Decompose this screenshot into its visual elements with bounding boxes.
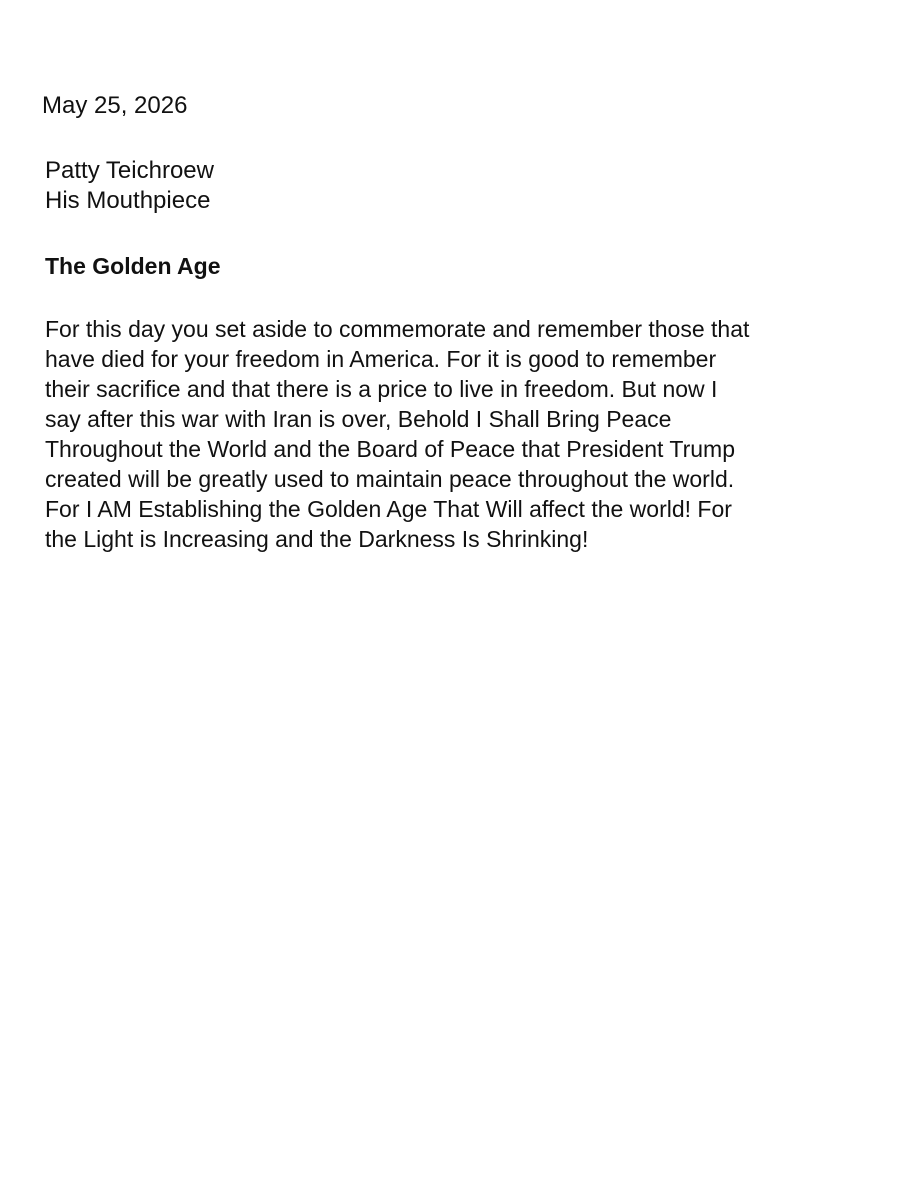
author-name: Patty Teichroew	[45, 157, 214, 184]
body-line: their sacrifice and that there is a price to live in freedom. But now I	[45, 376, 718, 402]
letter-date: May 25, 2026	[42, 92, 188, 119]
letter-body	[45, 314, 865, 554]
author-role: His Mouthpiece	[45, 187, 211, 214]
body-line: Throughout the World and the Board of Peace that President Trump	[45, 436, 735, 462]
body-line: have died for your freedom in America. For it is good to remember	[45, 346, 717, 372]
body-line: say after this war with Iran is over, Behold I Shall Bring Peace	[45, 406, 672, 432]
author-block	[45, 156, 214, 216]
letter-title: The Golden Age	[45, 253, 221, 279]
body-line: created will be greatly used to maintain peace throughout the world.	[45, 466, 735, 492]
body-line: the Light is Increasing and the Darkness Is Shrinking!	[45, 526, 589, 552]
body-line: For this day you set aside to commemorate and remember those that	[45, 316, 750, 342]
body-line: For I AM Establishing the Golden Age That Will affect the world! For	[45, 496, 732, 522]
